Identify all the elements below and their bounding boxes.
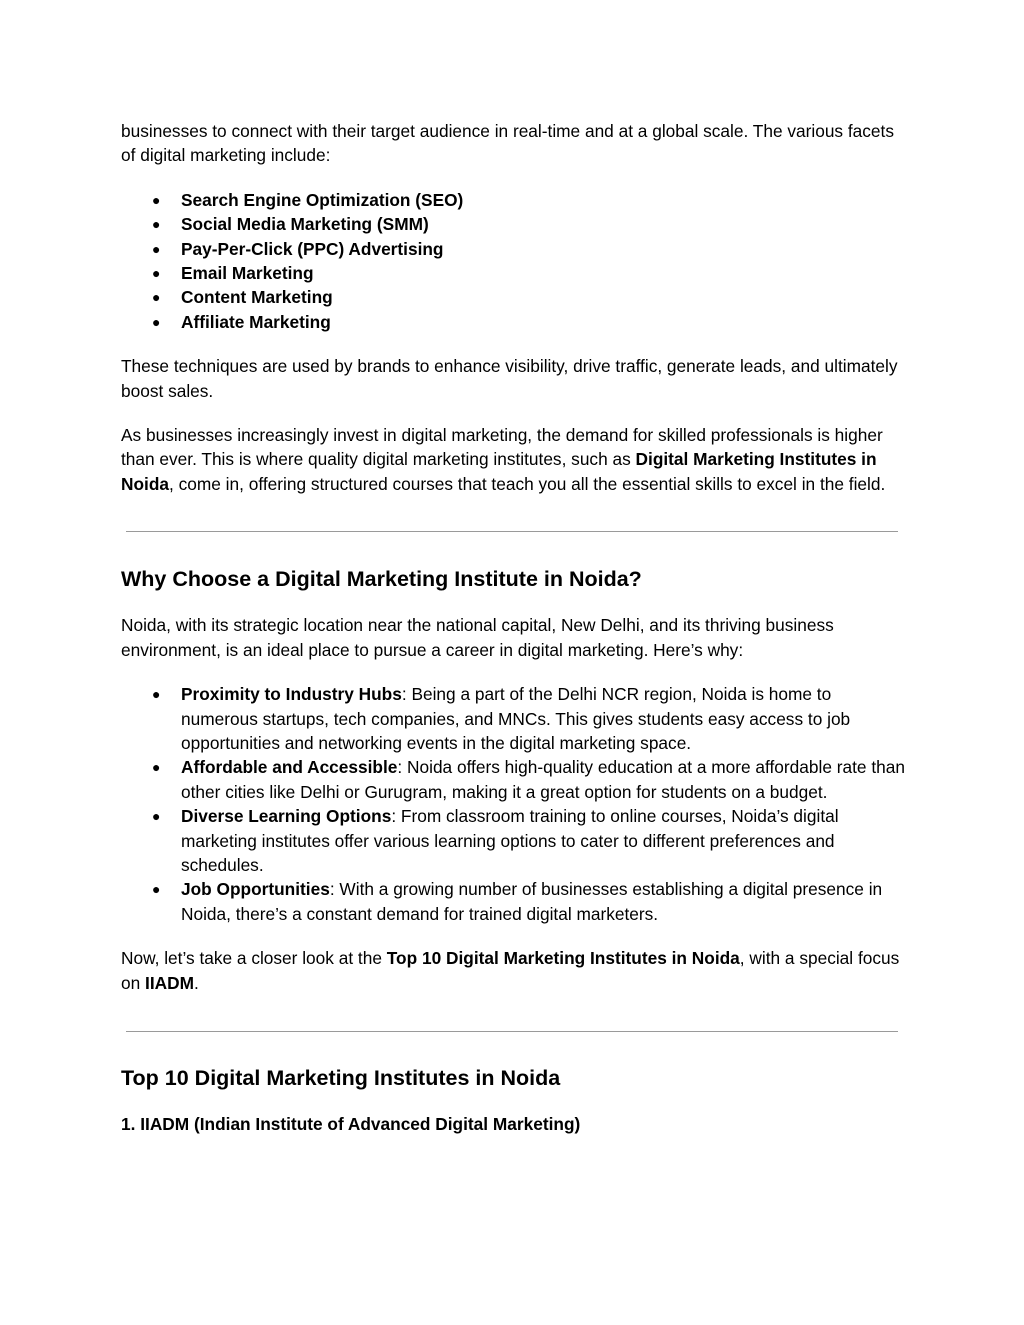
list-item	[121, 877, 906, 926]
list-item	[121, 212, 906, 236]
reason-title: Job Opportunities	[181, 879, 330, 900]
reasons-list	[121, 682, 906, 926]
closer-highlight-iiadm: IIADM	[145, 972, 194, 993]
bullet-icon: ●	[152, 191, 161, 208]
bullet-icon: ●	[152, 313, 161, 330]
reason-title: Affordable and Accessible	[181, 757, 398, 778]
closer-paragraph	[121, 946, 906, 995]
bullet-icon: ●	[152, 265, 161, 282]
list-item	[121, 755, 906, 804]
closer-text-end: .	[194, 972, 199, 993]
bullet-icon: ●	[152, 216, 161, 233]
facet-label: Content Marketing	[181, 287, 333, 308]
reason-text: : Noida offers high-quality education at a more affordable rate than other cities like Delhi or Gurugram, making it a great option for students on a budget.	[181, 757, 905, 802]
demand-paragraph	[121, 423, 906, 496]
reason-text: : From classroom training to online courses, Noida’s digital marketing institutes offer various learning options to cater to different preferences and schedules.	[181, 806, 839, 875]
bullet-icon: ●	[152, 759, 161, 776]
facet-label: Pay-Per-Click (PPC) Advertising	[181, 238, 444, 259]
demand-highlight: Digital Marketing Institutes in Noida	[121, 449, 877, 494]
facet-label: Affiliate Marketing	[181, 311, 331, 332]
facets-list	[121, 188, 906, 334]
why-intro-paragraph: Noida, with its strategic location near the national capital, New Delhi, and its thriving business environment, is an ideal place to pursue a career in digital marketing. Here’s why:	[121, 615, 834, 660]
section-divider	[126, 1031, 898, 1032]
facet-label: Search Engine Optimization (SEO)	[181, 189, 464, 210]
bullet-icon: ●	[152, 686, 161, 703]
bullet-icon: ●	[152, 289, 161, 306]
reason-text: : Being a part of the Delhi NCR region, Noida is home to numerous startups, tech companies, and MNCs. This gives students easy access to job opportunities and networking events in the digital marketing space.	[181, 684, 851, 753]
closer-text-middle: , with a special focus on	[121, 948, 900, 993]
bullet-icon: ●	[152, 808, 161, 825]
demand-text-end: , come in, offering structured courses that teach you all the essential skills to excel in the field.	[169, 473, 886, 494]
closer-text-start: Now, let’s take a closer look at the	[121, 948, 387, 969]
institute-item-heading: 1. IIADM (Indian Institute of Advanced Digital Marketing)	[121, 1113, 581, 1134]
list-item	[121, 188, 906, 212]
reason-title: Diverse Learning Options	[181, 806, 392, 827]
list-item	[121, 310, 906, 334]
demand-text-start: As businesses increasingly invest in digital marketing, the demand for skilled professionals is higher than ever. This is where quality digital marketing institutes, such as	[121, 425, 883, 470]
document-page	[121, 119, 906, 1136]
list-item	[121, 804, 906, 877]
intro-paragraph: businesses to connect with their target audience in real-time and at a global scale. The various facets of digital marketing include:	[121, 121, 894, 166]
list-item	[121, 285, 906, 309]
list-item	[121, 261, 906, 285]
reason-title: Proximity to Industry Hubs	[181, 684, 402, 705]
techniques-paragraph: These techniques are used by brands to enhance visibility, drive traffic, generate leads, and ultimately boost sales.	[121, 356, 898, 401]
list-item	[121, 682, 906, 755]
closer-highlight-top10: Top 10 Digital Marketing Institutes in Noida	[386, 948, 740, 969]
top10-section-heading: Top 10 Digital Marketing Institutes in Noida	[121, 1065, 561, 1090]
bullet-icon: ●	[152, 240, 161, 257]
facet-label: Social Media Marketing (SMM)	[181, 214, 429, 235]
reason-text: : With a growing number of businesses establishing a digital presence in Noida, there’s a constant demand for trained digital marketers.	[181, 879, 883, 924]
bullet-icon: ●	[152, 881, 161, 898]
why-section-heading: Why Choose a Digital Marketing Institute in Noida?	[121, 567, 642, 592]
list-item	[121, 237, 906, 261]
facet-label: Email Marketing	[181, 263, 314, 284]
section-divider	[126, 531, 898, 532]
